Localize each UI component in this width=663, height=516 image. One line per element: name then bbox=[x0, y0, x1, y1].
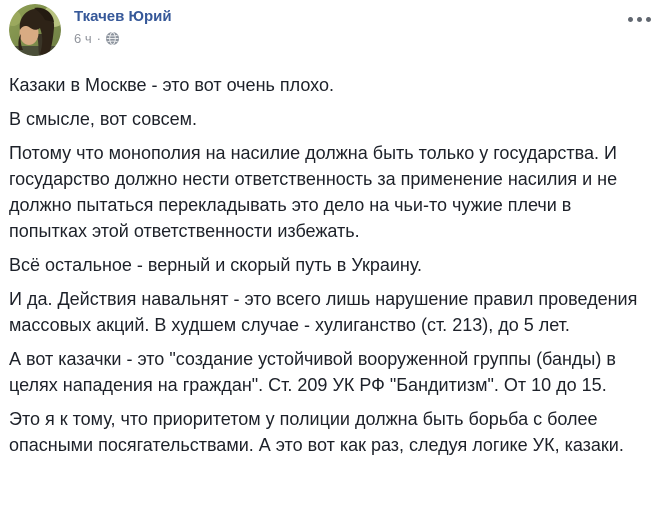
post-body bbox=[0, 58, 663, 458]
meta-separator: · bbox=[96, 31, 101, 46]
post-paragraph: В смысле, вот совсем. bbox=[9, 109, 198, 129]
post-meta bbox=[74, 31, 172, 46]
post-paragraph: А вот казачки - это "создание устойчивой вооруженной группы (банды) в целях нападения на граждан". Ст. 209 УК РФ "Бандитизм". От 10 до 15. bbox=[9, 349, 616, 395]
author-name-link[interactable]: Ткачев Юрий bbox=[74, 8, 172, 25]
post-paragraph: Казаки в Москве - это вот очень плохо. bbox=[9, 75, 334, 95]
post-paragraph: Потому что монополия на насилие должна быть только у государства. И государство должно нести ответственность за применение насилия и не должно пытаться перекладывать это дело на чьи-то чужие плечи в попытках этой ответственности избежать. bbox=[9, 143, 618, 241]
ellipsis-icon bbox=[628, 17, 633, 22]
avatar[interactable] bbox=[9, 4, 61, 56]
globe-icon bbox=[106, 32, 119, 45]
profile-photo bbox=[9, 4, 61, 56]
header-info bbox=[74, 7, 172, 46]
timestamp-link[interactable]: 6 ч bbox=[74, 31, 92, 46]
post-paragraph: Всё остальное - верный и скорый путь в Украину. bbox=[9, 255, 423, 275]
ellipsis-icon bbox=[646, 17, 651, 22]
post-header bbox=[0, 0, 663, 58]
post-options-button[interactable] bbox=[619, 8, 653, 30]
post-paragraph: И да. Действия навальнят - это всего лишь нарушение правил проведения массовых акций. В худшем случае - хулиганство (ст. 213), до 5 лет. bbox=[9, 289, 638, 335]
ellipsis-icon bbox=[637, 17, 642, 22]
post-paragraph: Это я к тому, что приоритетом у полиции должна быть борьба с более опасными посягательствами. А это вот как раз, следуя логике УК, казаки. bbox=[9, 409, 624, 455]
